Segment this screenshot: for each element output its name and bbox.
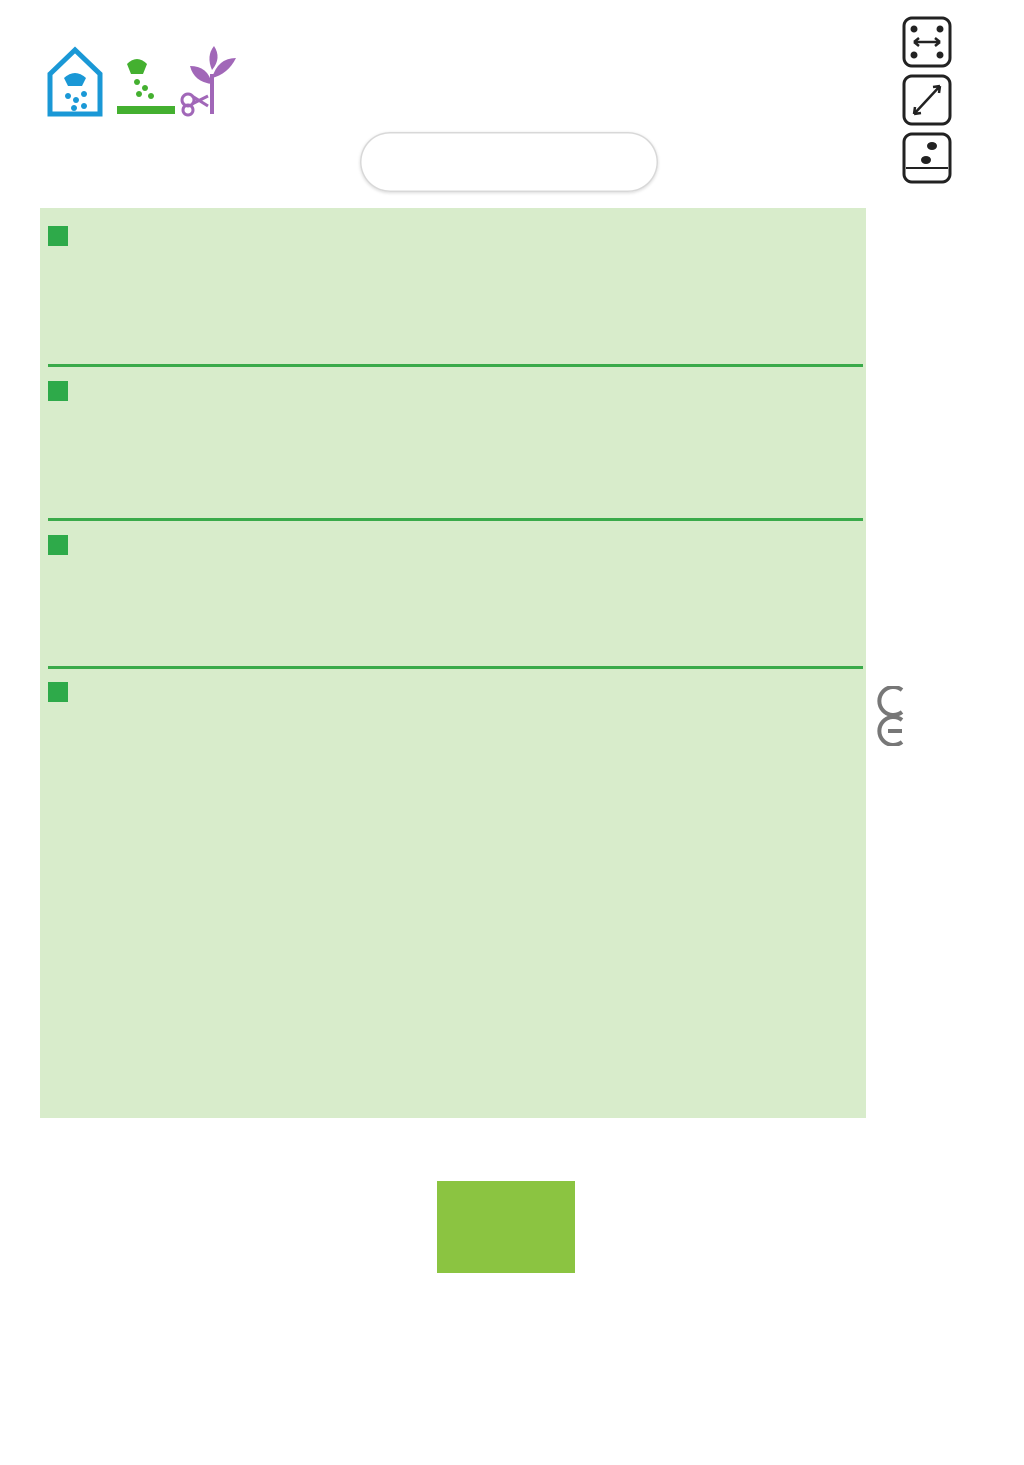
- section-divider: [48, 518, 863, 521]
- sowing-icon: [115, 52, 177, 116]
- description-english: [48, 676, 863, 712]
- green-square-icon: [48, 381, 68, 401]
- barcode: [876, 210, 948, 422]
- plant-spacing-icon: [902, 74, 952, 126]
- description-italian: [48, 529, 863, 565]
- calendar-grid: [256, 44, 768, 124]
- eu-organic-leaf-icon: [437, 1181, 575, 1273]
- sowing-depth-icon: [902, 132, 952, 184]
- ce-mark-icon: [872, 686, 908, 746]
- calendar-month-header: [256, 14, 768, 42]
- green-square-icon: [48, 682, 68, 702]
- section-divider: [48, 666, 863, 669]
- green-square-icon: [48, 226, 68, 246]
- description-german: [48, 220, 863, 256]
- description-panel: [40, 208, 866, 1118]
- house-sowing-icon: [46, 44, 104, 118]
- description-french: [48, 375, 863, 411]
- sowing-calendar: [256, 14, 768, 114]
- row-spacing-icon: [902, 16, 952, 68]
- section-divider: [48, 364, 863, 367]
- green-square-icon: [48, 535, 68, 555]
- hanger-hole: [360, 132, 658, 192]
- plant-scissors-icon: [178, 44, 246, 118]
